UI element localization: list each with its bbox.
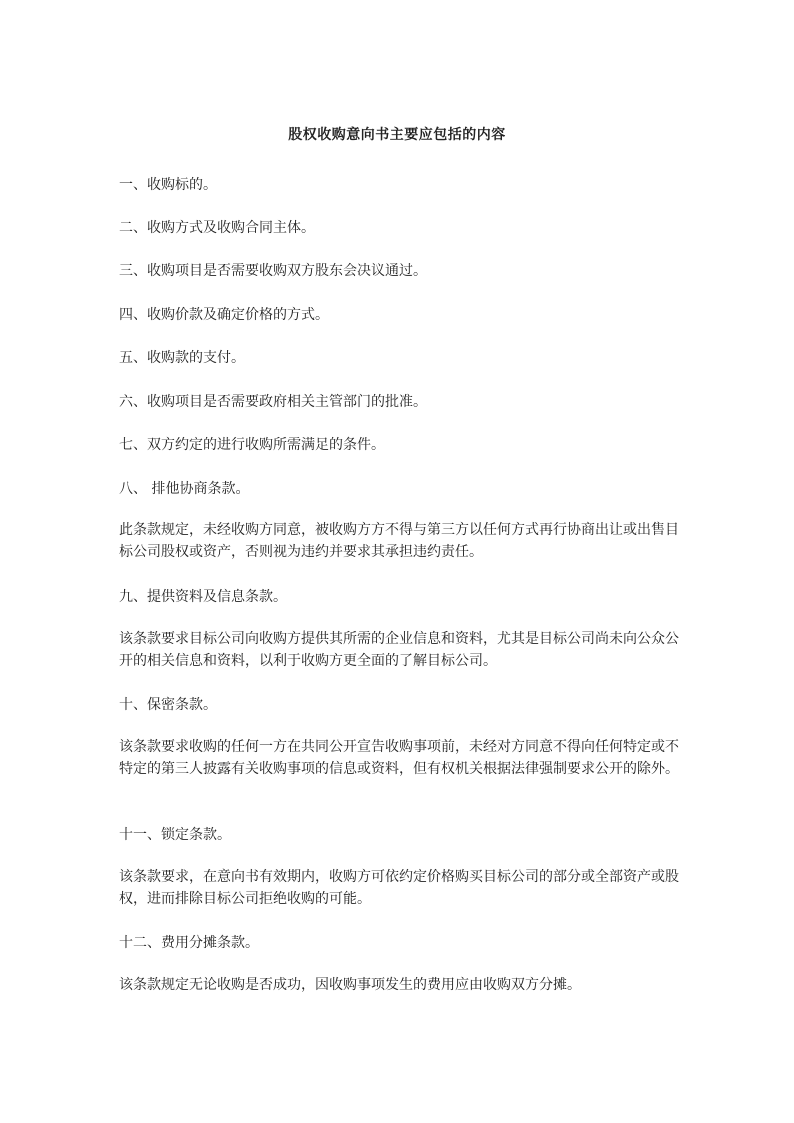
item-10-paragraph: 该条款要求收购的任何一方在共同公开宣告收购事项前，未经对方同意不得向任何特定或不特定的第三人披露有关收购事项的信息或资料，但有权机关根据法律强制要求公开的除外。 bbox=[119, 739, 679, 777]
item-3: 三、收购项目是否需要收购双方股东会决议通过。 bbox=[119, 263, 427, 279]
document-title: 股权收购意向书主要应包括的内容 bbox=[288, 127, 506, 143]
item-2: 二、收购方式及收购合同主体。 bbox=[119, 220, 315, 236]
item-5: 五、收购款的支付。 bbox=[119, 350, 245, 366]
item-10: 十、保密条款。 bbox=[119, 697, 217, 713]
item-6: 六、收购项目是否需要政府相关主管部门的批准。 bbox=[119, 394, 427, 410]
item-8-paragraph: 此条款规定，未经收购方同意，被收购方方不得与第三方以任何方式再行协商出让或出售目标公司股权或资产，否则视为违约并要求其承担违约责任。 bbox=[119, 522, 679, 560]
item-8: 八、 排他协商条款。 bbox=[119, 481, 250, 497]
item-11-paragraph: 该条款要求，在意向书有效期内，收购方可依约定价格购买目标公司的部分或全部资产或股权，进而排除目标公司拒绝收购的可能。 bbox=[119, 869, 679, 907]
item-7: 七、双方约定的进行收购所需满足的条件。 bbox=[119, 437, 385, 453]
item-11: 十一、锁定条款。 bbox=[119, 827, 231, 843]
item-12-paragraph: 该条款规定无论收购是否成功，因收购事项发生的费用应由收购双方分摊。 bbox=[119, 977, 581, 993]
item-1: 一、收购标的。 bbox=[119, 177, 217, 193]
item-9: 九、提供资料及信息条款。 bbox=[119, 589, 287, 605]
item-9-paragraph: 该条款要求目标公司向收购方提供其所需的企业信息和资料，尤其是目标公司尚未向公众公开的相关信息和资料，以利于收购方更全面的了解目标公司。 bbox=[119, 631, 679, 669]
item-4: 四、收购价款及确定价格的方式。 bbox=[119, 307, 329, 323]
item-12: 十二、费用分摊条款。 bbox=[119, 935, 259, 951]
